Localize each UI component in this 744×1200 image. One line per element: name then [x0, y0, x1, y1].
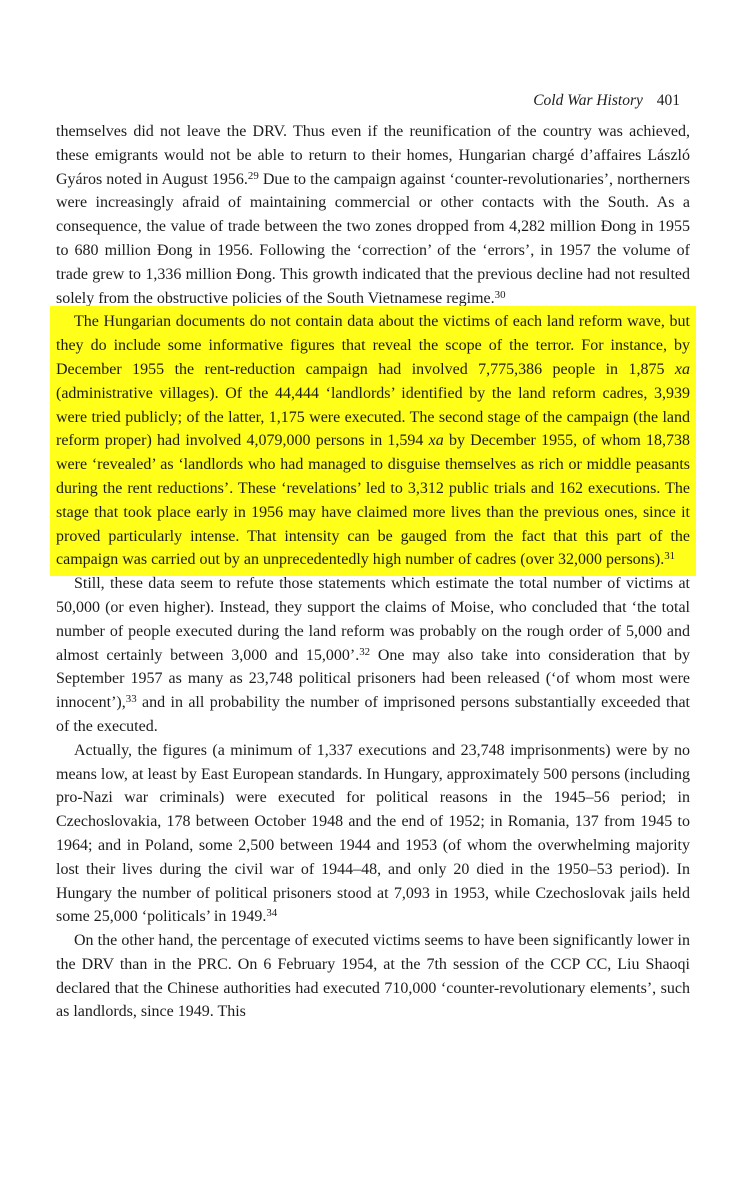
text-run: On the other hand, the percentage of executed victims seems to have been significantly lower in the DRV than in the PRC. On 6 February 1954, at the 7th session of the CCP CC, Liu Shaoqi declared that the Chinese authorities had executed 710,000 ‘counter-revolutionary elements’, such as landlords, since 1949. This	[56, 932, 690, 1021]
body-text	[56, 120, 690, 1024]
italic-term: xa	[428, 432, 444, 450]
journal-title: Cold War History	[533, 92, 643, 109]
paragraph	[56, 929, 690, 1024]
text-run: The Hungarian documents do not contain data about the victims of each land reform wave, but they do include some informative figures that reveal the scope of the terror. For instance, by December 1955 the rent-reduction campaign had involved 7,775,386 people in 1,875	[56, 313, 690, 378]
paragraph	[56, 739, 690, 929]
highlighted-paragraph	[54, 310, 692, 572]
text-run: Actually, the figures (a minimum of 1,337 executions and 23,748 imprisonments) were by no means low, at least by East European standards. In Hungary, approximately 500 persons (including pro-Nazi war criminals) were executed for political reasons in the 1945–56 period; in Czechoslovakia, 178 between October 1948 and the end of 1952; in Romania, 137 from 1945 to 1964; and in Poland, some 2,500 between 1944 and 1953 (of whom the overwhelming majority lost their lives during the civil war of 1944–48, and only 20 died in the 1950–53 period). In Hungary the number of political prisoners stood at 7,093 in 1953, while Czechoslovak jails held some 25,000 ‘politicals’ in 1949.	[56, 741, 690, 926]
text-run: Still, these data seem to refute those statements which estimate the total number of victims at 50,000 (or even higher). Instead, they support the claims of Moise, who concluded that ‘the total number of people executed during the land reform was probably on the rough order of 5,000 and almost certainly between 3,000 and 15,000’.	[56, 575, 690, 664]
page-number: 401	[656, 92, 680, 109]
text-run: themselves did not leave the DRV. Thus even if the reunification of the country was achieved, these emigrants would not be able to return to their homes, Hungarian chargé d’affaires László Gyáros noted in August 1956.	[56, 123, 690, 188]
footnote-ref: 29	[247, 169, 259, 182]
footnote-ref: 32	[359, 645, 371, 658]
text-run: and in all probability the number of imprisoned persons substantially exceeded that of the executed.	[56, 694, 690, 735]
footnote-ref: 30	[494, 288, 506, 301]
running-head	[533, 91, 680, 111]
text-run: by December 1955, of whom 18,738 were ‘revealed’ as ‘landlords who had managed to disguise themselves as rich or middle peasants during the rent reductions’. These ‘revelations’ led to 3,312 public trials and 162 executions. The stage that took place early in 1956 may have claimed more lives than the previous ones, since it proved particularly intense. That intensity can be gauged from the fact that this part of the campaign was carried out by an unprecedentedly high number of cadres (over 32,000 persons).	[56, 432, 691, 569]
paragraph	[56, 572, 690, 739]
text-run: (administrative villages). Of the 44,444 ‘landlords’ identified by the land reform cadres, 3,939 were tried publicly; of the latter, 1,175 were executed. The second stage of the campaign (the land reform proper) had involved 4,079,000 persons in 1,594	[56, 384, 690, 450]
italic-term: xa	[674, 360, 690, 378]
paragraph	[56, 120, 690, 310]
text-run: Due to the campaign against ‘counter-revolutionaries’, northerners were increasingly afraid of maintaining commercial or other contacts with the South. As a consequence, the value of trade between the two zones dropped from 4,282 million Đong in 1955 to 680 million Đong in 1956. Following the ‘correction’ of the ‘errors’, in 1957 the volume of trade grew to 1,336 million Đong. This growth indicated that the previous decline had not resulted solely from the obstructive policies of the South Vietnamese regime.	[56, 170, 690, 307]
footnote-ref: 34	[266, 907, 278, 920]
footnote-ref: 33	[125, 693, 137, 706]
footnote-ref: 31	[664, 550, 676, 563]
text-run: One may also take into consideration that by September 1957 as many as 23,748 political prisoners had been released (‘of whom most were innocent’),	[56, 646, 690, 712]
